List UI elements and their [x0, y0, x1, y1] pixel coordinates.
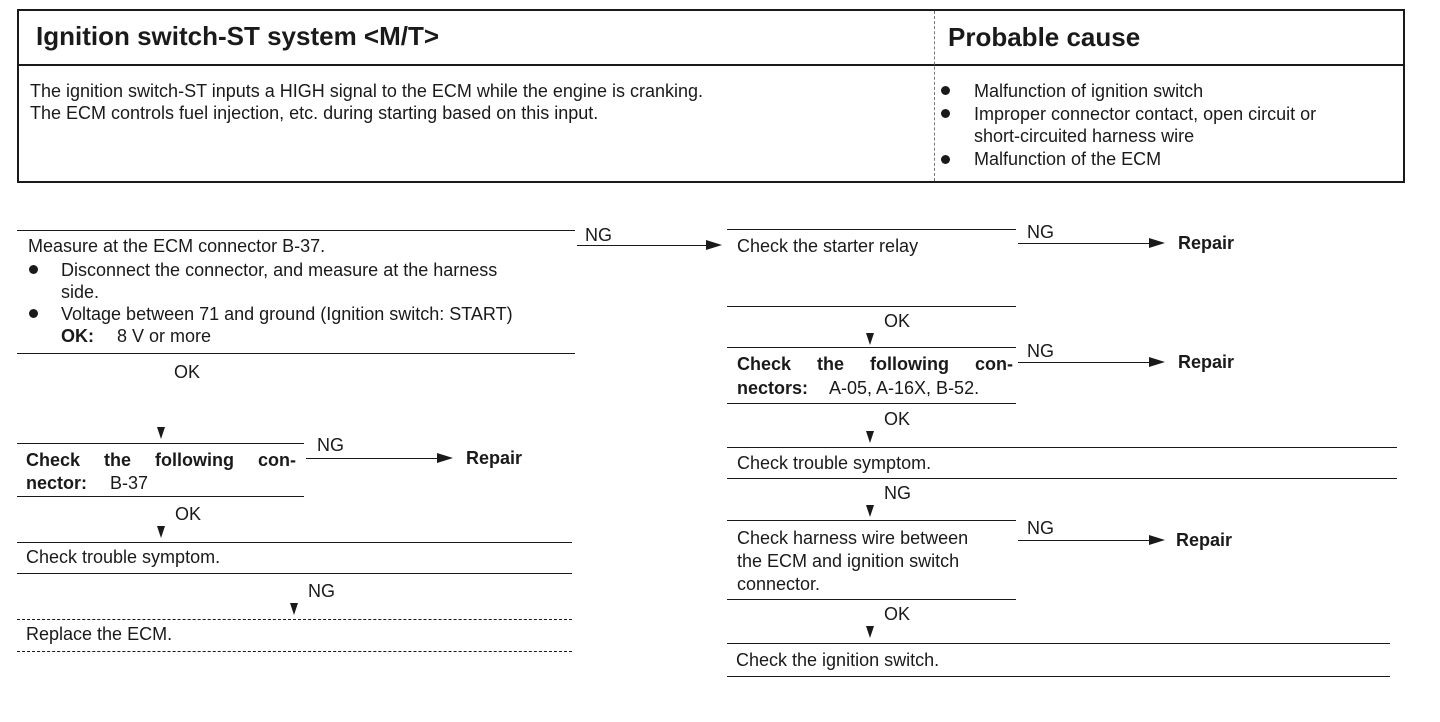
symptom-box-top-line	[727, 447, 1397, 448]
check-symptom-right: Check trouble symptom.	[737, 453, 932, 473]
starter-box-top-line	[727, 229, 1016, 230]
symptom-box-bottom-line	[17, 573, 572, 574]
connector-ids: A-05, A-16X, B-52.	[829, 378, 980, 398]
header-column-divider	[934, 11, 935, 181]
connectors-box-top-line	[727, 347, 1016, 348]
cause-item-continued: short-circuited harness wire	[974, 126, 1195, 146]
ok-label: OK	[884, 311, 911, 331]
ng-label: NG	[585, 225, 612, 245]
arrow-down-icon	[157, 526, 165, 538]
ok-label: OK	[884, 604, 911, 624]
ng-label: NG	[317, 435, 344, 455]
connector-box-bottom-line	[17, 496, 304, 497]
replace-ecm: Replace the ECM.	[26, 624, 173, 644]
ng-arrow-line	[1018, 243, 1150, 244]
measure-step-1: Disconnect the connector, and measure at the harness	[61, 260, 498, 280]
ng-arrow-line	[1018, 362, 1150, 363]
measure-box-bottom-line	[17, 353, 575, 354]
bullet-icon	[29, 309, 38, 318]
ok-label: OK	[174, 362, 201, 382]
bullet-icon	[941, 109, 950, 118]
ok-criterion-label: OK:	[61, 326, 94, 346]
measure-step-2: Voltage between 71 and ground (Ignition switch: START)	[61, 304, 513, 324]
arrow-down-icon	[866, 431, 874, 443]
bullet-icon	[29, 265, 38, 274]
connector-check-line-1: Check the following con-	[26, 450, 296, 470]
bullet-icon	[941, 155, 950, 164]
ng-arrow-line	[577, 245, 707, 246]
header-separator	[17, 64, 1405, 66]
connector-id: B-37	[110, 473, 149, 493]
ok-label: OK	[175, 504, 202, 524]
probable-cause-title: Probable cause	[948, 22, 1141, 52]
repair-label: Repair	[1178, 352, 1235, 372]
starter-box-bottom-line	[727, 306, 1016, 307]
harness-box-top-line	[727, 520, 1016, 521]
cause-item: Malfunction of ignition switch	[974, 81, 1204, 101]
check-harness-line-1: Check harness wire between	[737, 528, 969, 548]
connectors-check-line-2: nectors:	[737, 378, 809, 398]
replace-box-top-line	[17, 619, 572, 620]
cause-item: Malfunction of the ECM	[974, 149, 1162, 169]
measure-title: Measure at the ECM connector B-37.	[28, 236, 326, 256]
connectors-box-bottom-line	[727, 403, 1016, 404]
replace-box-bottom-line	[17, 651, 572, 652]
check-harness-line-2: the ECM and ignition switch	[737, 551, 960, 571]
ignition-box-bottom-line	[727, 676, 1390, 677]
ng-label: NG	[308, 581, 335, 601]
connector-check-line-2: nector:	[26, 473, 88, 493]
symptom-box-top-line	[17, 542, 572, 543]
connector-box-top-line	[17, 443, 304, 444]
arrow-down-icon	[290, 603, 298, 615]
arrow-right-icon	[1149, 357, 1165, 367]
arrow-right-icon	[437, 453, 453, 463]
ng-arrow-line	[1018, 540, 1150, 541]
arrow-right-icon	[1149, 238, 1165, 248]
arrow-down-icon	[866, 626, 874, 638]
cause-item: Improper connector contact, open circuit or	[974, 104, 1317, 124]
check-ignition-switch: Check the ignition switch.	[736, 650, 940, 670]
check-symptom-left: Check trouble symptom.	[26, 547, 221, 567]
connectors-check-line-1: Check the following con-	[737, 354, 1013, 374]
ng-arrow-line	[306, 458, 438, 459]
ng-label: NG	[884, 483, 911, 503]
measure-step-1-continued: side.	[61, 282, 100, 302]
ng-label: NG	[1027, 518, 1054, 538]
repair-label: Repair	[466, 448, 523, 468]
harness-box-bottom-line	[727, 599, 1016, 600]
description-line-2: The ECM controls fuel injection, etc. during starting based on this input.	[30, 103, 599, 123]
ignition-box-top-line	[727, 643, 1390, 644]
ok-label: OK	[884, 409, 911, 429]
symptom-box-bottom-line	[727, 478, 1397, 479]
ng-label: NG	[1027, 222, 1054, 242]
measure-box-top-line	[17, 230, 575, 231]
ng-label: NG	[1027, 341, 1054, 361]
check-starter-relay: Check the starter relay	[737, 236, 919, 256]
description-line-1: The ignition switch-ST inputs a HIGH signal to the ECM while the engine is cranking.	[30, 81, 703, 101]
arrow-down-icon	[866, 333, 874, 345]
check-harness-line-3: connector.	[737, 574, 821, 594]
system-title: Ignition switch-ST system <M/T>	[36, 21, 440, 51]
repair-label: Repair	[1178, 233, 1235, 253]
arrow-right-icon	[1149, 535, 1165, 545]
arrow-down-icon	[157, 427, 165, 439]
repair-label: Repair	[1176, 530, 1233, 550]
arrow-down-icon	[866, 505, 874, 517]
ok-criterion-value: 8 V or more	[117, 326, 212, 346]
bullet-icon	[941, 86, 950, 95]
arrow-right-icon	[706, 240, 722, 250]
